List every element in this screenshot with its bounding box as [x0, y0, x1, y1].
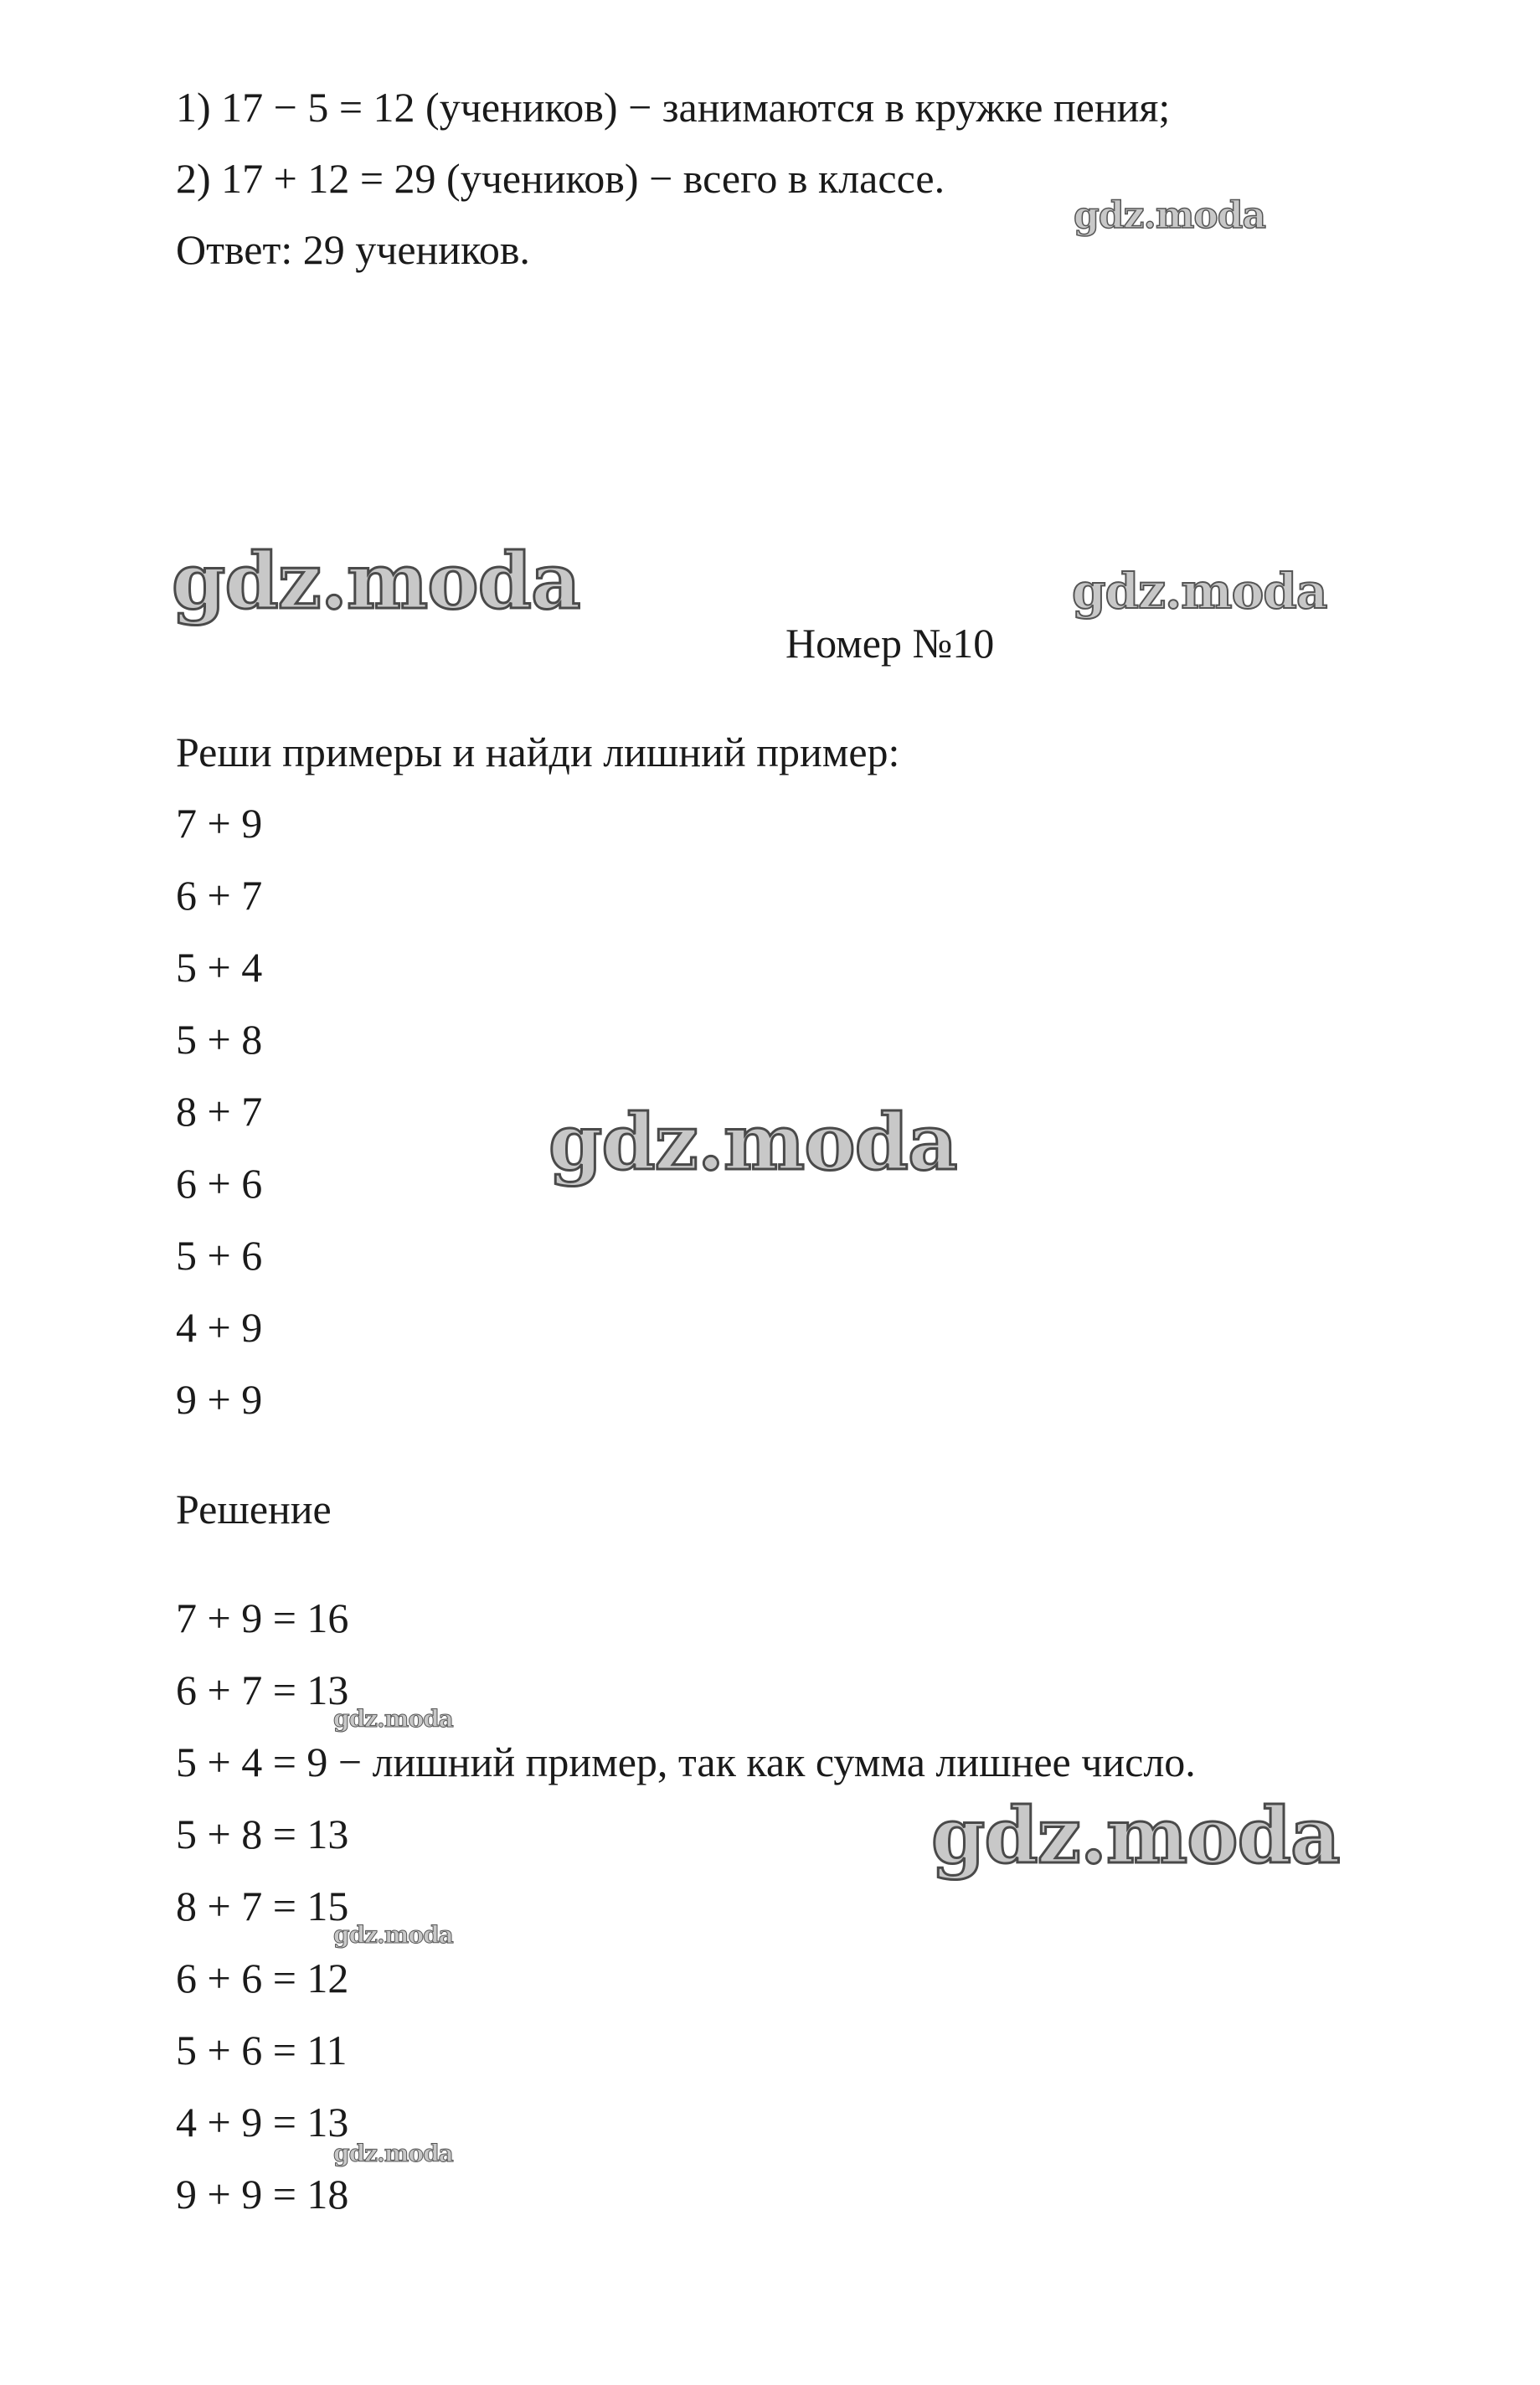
previous-step-2: 2) 17 + 12 = 29 (учеников) − всего в классе.: [176, 155, 945, 202]
example-item: 5 + 4: [176, 944, 263, 991]
example-item: 9 + 9: [176, 1376, 263, 1423]
watermark-logo: gdz.moda: [1072, 563, 1327, 620]
watermark-logo: gdz.moda: [333, 1705, 453, 1733]
example-item: 8 + 7: [176, 1088, 263, 1135]
example-item: 6 + 7: [176, 872, 263, 919]
problem-task: Реши примеры и найди лишний пример:: [176, 729, 900, 775]
solution-line: 6 + 6 = 12: [176, 1955, 349, 2001]
example-item: 5 + 8: [176, 1016, 263, 1063]
solution-line: 5 + 6 = 11: [176, 2027, 348, 2073]
example-item: 6 + 6: [176, 1160, 263, 1207]
watermark-logo: gdz.moda: [549, 1097, 957, 1187]
watermark-logo: gdz.moda: [931, 1790, 1340, 1881]
example-item: 7 + 9: [176, 800, 263, 847]
previous-answer: Ответ: 29 учеников.: [176, 226, 530, 273]
solution-line: 4 + 9 = 13: [176, 2099, 349, 2145]
watermark-logo: gdz.moda: [172, 536, 580, 626]
solution-line: 9 + 9 = 18: [176, 2171, 349, 2218]
solution-line: 6 + 7 = 13: [176, 1666, 349, 1713]
watermark-logo: gdz.moda: [333, 2140, 453, 2167]
example-item: 4 + 9: [176, 1304, 263, 1351]
solution-line: 7 + 9 = 16: [176, 1594, 349, 1641]
solution-line-extra: 5 + 4 = 9 − лишний пример, так как сумма лишнее число.: [176, 1739, 1196, 1785]
solution-line: 5 + 8 = 13: [176, 1811, 349, 1857]
watermark-logo: gdz.moda: [333, 1921, 453, 1949]
previous-step-1: 1) 17 − 5 = 12 (учеников) − занимаются в кружке пения;: [176, 84, 1171, 131]
example-item: 5 + 6: [176, 1232, 263, 1279]
solution-heading: Решение: [176, 1486, 332, 1532]
problem-number-title: Номер №10: [785, 620, 995, 667]
solution-line: 8 + 7 = 15: [176, 1883, 349, 1929]
watermark-logo: gdz.moda: [1074, 194, 1266, 237]
